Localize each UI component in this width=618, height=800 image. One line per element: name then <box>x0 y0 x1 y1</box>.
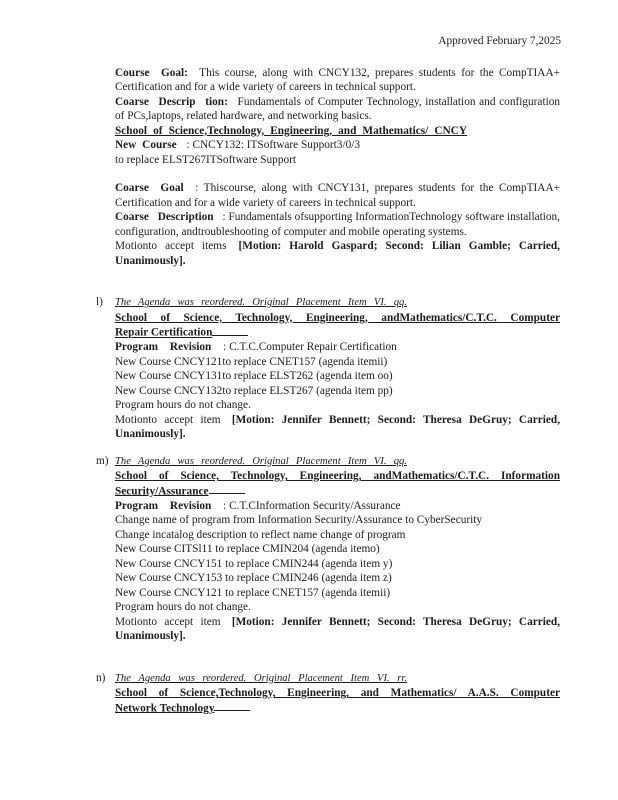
item-line: Program hours do not change. <box>115 399 251 412</box>
item-marker: m) <box>96 454 109 467</box>
agenda-reorder-note-text: The Agenda was reordered. Original Placement Item VI. qq. <box>115 297 407 308</box>
underline-extension <box>214 701 250 712</box>
agenda-reorder-note-text: The Agenda was reordered. Original Placement Item VI. rr. <box>115 672 407 684</box>
school-heading-cncy <box>115 124 467 139</box>
document-body <box>96 66 561 716</box>
school-heading-line2 <box>115 484 560 499</box>
underline-extension <box>209 484 245 495</box>
item-line: Change name of program from Information Security/Assurance to CyberSecurity <box>115 514 483 527</box>
item-line: New Course CNCY132to replace ELST267 (agenda item pp) <box>115 384 393 397</box>
school-heading-cncy-text: School of Science,Technology, Engineering, and Mathematics/ CNCY <box>115 124 467 137</box>
new-course-line <box>115 138 560 153</box>
motion-details: [Motion: Jennifer Bennett; Second: Theresa DeGruy; Carried, Unanimously]. <box>115 413 561 441</box>
coarse-description-text: : Fundamentals ofsupporting InformationTechnology software installation, configuration, andtroubleshooting of computer and mobile operating systems. <box>115 211 560 238</box>
new-course-label: New Course <box>115 139 177 151</box>
program-revision-value: : C.T.CInformation Security/Assurance <box>223 499 401 512</box>
school-heading-line2 <box>115 701 560 716</box>
program-revision-line <box>115 499 560 514</box>
agenda-reorder-note <box>115 454 407 470</box>
agenda-item-m <box>96 454 561 644</box>
item-line: New Course CNCY151 to replace CMIN244 (agenda item y) <box>115 557 393 570</box>
motion-details: [Motion: Harold Gaspard; Second: Lilian Gamble; Carried, Unanimously]. <box>115 240 560 267</box>
program-revision-value: : C.T.C.Computer Repair Certification <box>223 341 397 354</box>
item-line: New Course CITSl11 to replace CMIN204 (agenda itemo) <box>115 543 380 556</box>
replace-line: to replace ELST267ITSoftware Support <box>115 153 297 166</box>
course-description-text: Fundamentals of Computer Technology, installation and configuration of PCs,laptops, related hardware, and networking basics. <box>115 95 561 122</box>
agenda-reorder-note <box>115 295 407 311</box>
school-heading-line1-text: School of Science, Technology, Engineering, andMathematics/C.T.C. Computer <box>115 311 560 324</box>
school-heading-line2-text: Security/Assurance <box>115 485 209 498</box>
course-goal-text: This course, along with CNCY132, prepares students for the CompTIAA+ Certification and for a wide variety of careers in technical support. <box>115 66 560 93</box>
item-line: Change incatalog description to reflect name change of program <box>115 528 406 541</box>
coarse-goal-label: Coarse Goal <box>115 182 184 194</box>
item-marker: l) <box>96 296 103 308</box>
coarse-description-label: Coarse Description <box>115 211 214 223</box>
coarse-goal-text: : Thiscourse, along with CNCY131, prepares students for the CompTIAA+ Certification and for a wide variety of careers in technical support. <box>115 182 560 209</box>
school-heading-line1-text: School of Science,Technology, Engineering, and Mathematics/ A.A.S. Computer <box>115 687 560 700</box>
motion-lead: Motionto accept item <box>115 615 221 628</box>
school-heading-line2-text: Repair Certification <box>115 326 213 339</box>
motion-paragraph <box>115 413 560 442</box>
motion-paragraph <box>115 615 560 644</box>
school-heading-line1 <box>115 469 560 484</box>
item-marker: n) <box>96 671 106 684</box>
agenda-reorder-note <box>115 671 407 687</box>
motion-lead: Motionto accept item <box>115 413 221 426</box>
item-line: New Course CNCY121to replace CNET157 (agenda itemii) <box>115 355 388 368</box>
program-revision-label: Program Revision <box>115 341 212 354</box>
school-heading-line1 <box>115 686 560 701</box>
item-line: New Course CNCY131to replace ELST262 (agenda item oo) <box>115 370 393 383</box>
motion-lead: Motionto accept items <box>115 240 227 252</box>
motion-paragraph <box>115 239 560 268</box>
approval-date: Approved February 7,2025 <box>438 35 561 47</box>
coarse-description-paragraph <box>115 210 560 239</box>
item-line: Program hours do not change. <box>115 601 251 614</box>
agenda-item-n <box>96 671 560 716</box>
underline-extension <box>212 325 248 336</box>
item-line: New Course CNCY153 to replace CMIN246 (agenda item z) <box>115 572 392 585</box>
program-revision-label: Program Revision <box>115 499 212 512</box>
school-heading-line1 <box>115 311 560 326</box>
agenda-item-l <box>96 295 561 442</box>
program-revision-line <box>115 340 560 355</box>
school-heading-line2 <box>115 325 560 340</box>
course-description-label: Coarse Descrip tion: <box>115 95 228 108</box>
school-heading-line1-text: School of Science, Technology, Engineering, andMathematics/C.T.C. Information <box>115 470 560 483</box>
course-goal-paragraph <box>115 66 560 95</box>
course-goal-label: Course Goal: <box>115 66 188 79</box>
new-course-value: : CNCY132: ITSoftware Support3/0/3 <box>186 139 361 151</box>
course-description-paragraph <box>115 95 560 124</box>
school-heading-line2-text: Network Technology <box>115 702 215 715</box>
coarse-goal-paragraph <box>115 181 560 210</box>
item-line: New Course CNCY121 to replace CNET157 (agenda itemii) <box>115 586 391 599</box>
motion-details: [Motion: Jennifer Bennett; Second: Theresa DeGruy; Carried, Unanimously]. <box>115 615 561 643</box>
agenda-reorder-note-text: The Agenda was reordered. Original Placement Item VI. qq. <box>115 455 407 467</box>
